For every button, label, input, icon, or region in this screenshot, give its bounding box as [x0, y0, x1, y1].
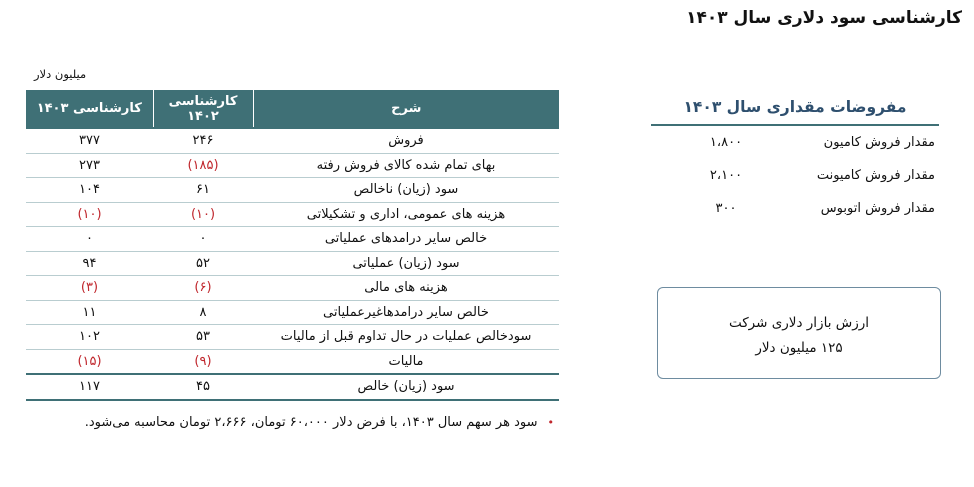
row-value-1403: ۹۴	[26, 251, 153, 276]
row-description: فروش	[253, 128, 559, 153]
row-description: سود (زیان) ناخالص	[253, 178, 559, 203]
assumption-value: ۲،۱۰۰	[709, 168, 743, 183]
row-value-1402: ۵۳	[153, 325, 253, 350]
row-value-1402: (۹)	[153, 349, 253, 374]
assumptions-title: مفروضات مقداری سال ۱۴۰۳	[651, 92, 939, 126]
header-description: شرح	[253, 90, 559, 128]
row-value-1403: ۱۰۲	[26, 325, 153, 350]
row-description: مالیات	[253, 349, 559, 374]
assumption-label: مقدار فروش کامیون	[823, 135, 935, 150]
assumption-item	[651, 126, 939, 159]
row-value-1402: (۶)	[153, 276, 253, 301]
row-value-1402: ۰	[153, 227, 253, 252]
row-description: سودخالص عملیات در حال تداوم قبل از مالیات	[253, 325, 559, 350]
row-description: بهای تمام شده کالای فروش رفته	[253, 153, 559, 178]
row-value-1402: ۴۵	[153, 374, 253, 400]
market-value-label: ارزش بازار دلاری شرکت	[728, 315, 870, 331]
table-row	[26, 128, 559, 153]
assumption-item	[651, 159, 939, 192]
row-value-1402: ۸	[153, 300, 253, 325]
row-value-1402: (۱۸۵)	[153, 153, 253, 178]
table-row	[26, 276, 559, 301]
table-row	[26, 202, 559, 227]
table-row	[26, 153, 559, 178]
row-value-1403: ۲۷۳	[26, 153, 153, 178]
assumption-value: ۱،۸۰۰	[709, 135, 743, 150]
row-value-1403: (۳)	[26, 276, 153, 301]
assumption-value: ۳۰۰	[715, 201, 737, 216]
row-value-1403: ۳۷۷	[26, 128, 153, 153]
row-description: سود (زیان) عملیاتی	[253, 251, 559, 276]
assumption-label: مقدار فروش کامیونت	[816, 168, 935, 183]
row-value-1403: (۱۵)	[26, 349, 153, 374]
row-value-1403: ۱۱	[26, 300, 153, 325]
row-description: هزینه های عمومی، اداری و تشکیلاتی	[253, 202, 559, 227]
income-statement-table	[26, 90, 559, 401]
market-value-box	[657, 287, 941, 379]
assumption-item	[651, 192, 939, 225]
unit-label: میلیون دلار	[34, 67, 87, 81]
row-description: خالص سایر درامدهای عملیاتی	[253, 227, 559, 252]
row-value-1403: ۱۱۷	[26, 374, 153, 400]
table-row	[26, 251, 559, 276]
row-description: خالص سایر درامدهاغیرعملیاتی	[253, 300, 559, 325]
row-value-1403: ۱۰۴	[26, 178, 153, 203]
table-row	[26, 325, 559, 350]
table-header-row	[26, 90, 559, 128]
assumption-label: مقدار فروش اتوبوس	[820, 201, 935, 216]
row-value-1403: (۱۰)	[26, 202, 153, 227]
table-row	[26, 300, 559, 325]
eps-note	[26, 415, 554, 430]
table-row	[26, 227, 559, 252]
table-row	[26, 349, 559, 374]
row-value-1403: ۰	[26, 227, 153, 252]
row-description: سود (زیان) خالص	[253, 374, 559, 400]
header-y1403: کارشناسی ۱۴۰۳	[26, 90, 153, 128]
table-total-row	[26, 374, 559, 400]
quantity-assumptions-panel	[651, 92, 939, 225]
bullet-icon: •	[547, 416, 554, 429]
row-value-1402: ۶۱	[153, 178, 253, 203]
row-description: هزینه های مالی	[253, 276, 559, 301]
row-value-1402: ۵۲	[153, 251, 253, 276]
table-row	[26, 178, 559, 203]
row-value-1402: ۲۴۶	[153, 128, 253, 153]
eps-note-text: سود هر سهم سال ۱۴۰۳، با فرض دلار ۶۰،۰۰۰ تومان، ۲،۶۶۶ تومان محاسبه می‌شود.	[84, 415, 538, 430]
page-title: کارشناسی سود دلاری سال ۱۴۰۳	[686, 8, 962, 28]
header-y1402: کارشناسی ۱۴۰۲	[153, 90, 253, 128]
market-value-amount: ۱۲۵ میلیون دلار	[755, 340, 843, 356]
row-value-1402: (۱۰)	[153, 202, 253, 227]
